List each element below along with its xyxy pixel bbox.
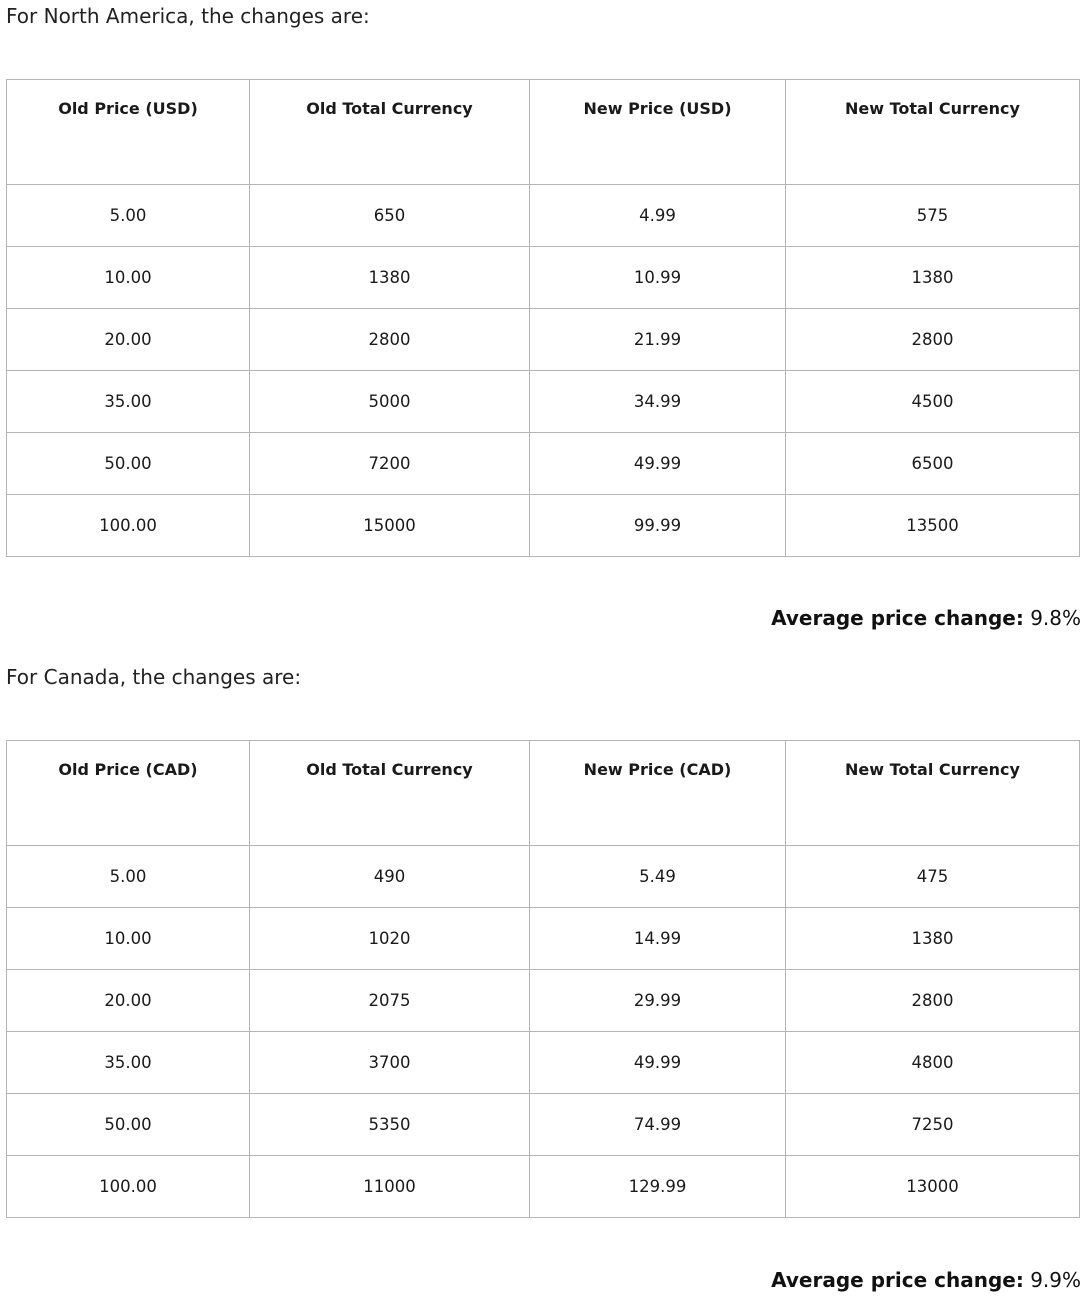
table-cell: 50.00 [7, 433, 250, 495]
table-header-row [7, 741, 1080, 846]
table-row [7, 1032, 1080, 1094]
column-header: New Price (USD) [530, 80, 786, 185]
north-america-average-change [771, 606, 1081, 630]
canada-price-table [6, 740, 1080, 1218]
table-cell: 1380 [786, 908, 1080, 970]
table-cell: 575 [786, 185, 1080, 247]
table-row [7, 1094, 1080, 1156]
table-cell: 6500 [786, 433, 1080, 495]
table-cell: 35.00 [7, 371, 250, 433]
table-cell: 5.00 [7, 846, 250, 908]
table-row [7, 495, 1080, 557]
column-header: New Price (CAD) [530, 741, 786, 846]
table-cell: 35.00 [7, 1032, 250, 1094]
table-cell: 29.99 [530, 970, 786, 1032]
table-row [7, 309, 1080, 371]
average-change-value: 9.8% [1030, 606, 1081, 630]
table-cell: 49.99 [530, 1032, 786, 1094]
table-cell: 3700 [250, 1032, 530, 1094]
table-row [7, 908, 1080, 970]
table-cell: 99.99 [530, 495, 786, 557]
table-cell: 11000 [250, 1156, 530, 1218]
column-header: Old Total Currency [250, 741, 530, 846]
table-row [7, 1156, 1080, 1218]
table-cell: 2800 [786, 970, 1080, 1032]
canada-intro: For Canada, the changes are: [6, 665, 302, 689]
average-change-label: Average price change: [771, 606, 1024, 630]
table-cell: 4800 [786, 1032, 1080, 1094]
average-change-value: 9.9% [1030, 1268, 1081, 1292]
table-cell: 100.00 [7, 1156, 250, 1218]
table-cell: 5.00 [7, 185, 250, 247]
table-cell: 49.99 [530, 433, 786, 495]
table-cell: 4500 [786, 371, 1080, 433]
column-header: New Total Currency [786, 741, 1080, 846]
table-cell: 50.00 [7, 1094, 250, 1156]
table-row [7, 970, 1080, 1032]
table-cell: 490 [250, 846, 530, 908]
column-header: Old Price (CAD) [7, 741, 250, 846]
average-change-label: Average price change: [771, 1268, 1024, 1292]
table-cell: 14.99 [530, 908, 786, 970]
table-cell: 34.99 [530, 371, 786, 433]
table-cell: 1380 [786, 247, 1080, 309]
table-cell: 1020 [250, 908, 530, 970]
table-row [7, 846, 1080, 908]
column-header: New Total Currency [786, 80, 1080, 185]
table-cell: 475 [786, 846, 1080, 908]
table-cell: 10.00 [7, 908, 250, 970]
table-cell: 7200 [250, 433, 530, 495]
column-header: Old Total Currency [250, 80, 530, 185]
table-cell: 4.99 [530, 185, 786, 247]
table-cell: 15000 [250, 495, 530, 557]
table-header-row [7, 80, 1080, 185]
table-cell: 10.00 [7, 247, 250, 309]
column-header: Old Price (USD) [7, 80, 250, 185]
table-cell: 10.99 [530, 247, 786, 309]
table-row [7, 371, 1080, 433]
table-cell: 1380 [250, 247, 530, 309]
table-row [7, 185, 1080, 247]
north-america-price-table [6, 79, 1080, 557]
canada-average-change [771, 1268, 1081, 1292]
table-cell: 5000 [250, 371, 530, 433]
table-cell: 2800 [250, 309, 530, 371]
table-cell: 13500 [786, 495, 1080, 557]
table-cell: 100.00 [7, 495, 250, 557]
table-cell: 21.99 [530, 309, 786, 371]
table-cell: 20.00 [7, 309, 250, 371]
table-cell: 5350 [250, 1094, 530, 1156]
table-cell: 5.49 [530, 846, 786, 908]
table-cell: 74.99 [530, 1094, 786, 1156]
table-cell: 13000 [786, 1156, 1080, 1218]
north-america-intro: For North America, the changes are: [6, 4, 370, 28]
table-cell: 650 [250, 185, 530, 247]
table-cell: 129.99 [530, 1156, 786, 1218]
table-cell: 2800 [786, 309, 1080, 371]
table-cell: 7250 [786, 1094, 1080, 1156]
table-cell: 20.00 [7, 970, 250, 1032]
table-row [7, 247, 1080, 309]
table-row [7, 433, 1080, 495]
table-cell: 2075 [250, 970, 530, 1032]
